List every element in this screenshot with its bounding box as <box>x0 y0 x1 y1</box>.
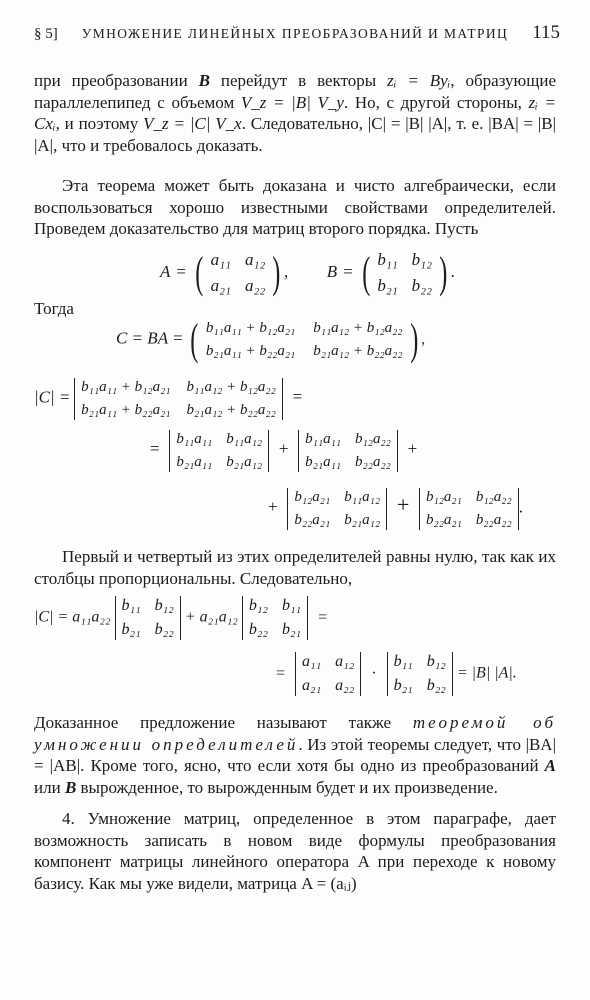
running-title: УМНОЖЕНИЕ ЛИНЕЙНЫХ ПРЕОБРАЗОВАНИЙ И МАТРИЦ <box>81 26 509 41</box>
det-cell: b₁₂ <box>426 653 446 670</box>
equals: = <box>343 261 353 281</box>
det-cell: b₂₁a₁₁ <box>305 454 342 470</box>
page-number: 115 <box>532 22 560 43</box>
matA-cell: a₁₂ <box>244 250 266 269</box>
paragraph-1 <box>34 70 556 156</box>
p1-eq2: zᵢ = Cxᵢ <box>34 92 556 134</box>
matrix-B: ( b₁₁ b₁₂ b₂₁ b₂₂ ) <box>361 248 448 297</box>
detC-lhs: |C| = <box>34 387 71 407</box>
det-cell: b₂₁ <box>393 677 413 694</box>
matrix-C: ( b₁₁a₁₁ + b₁₂a₂₁ b₁₁a₁₂ + b₁₂a₂₂ b₂₁a₁₁ + b₂₂a₂₁ b₂₁a₁₂ + b₂₂a₂₂ ) <box>190 315 418 364</box>
p1-text-f: . Следовательно, |C| = |B| |A|, т. е. |BA| = |B| |A|, что и требовалось доказать. <box>34 114 556 155</box>
p1-text-d: . Но, с другой стороны, <box>343 92 529 112</box>
p1-text-b: перейдут в векторы <box>209 71 388 90</box>
p4-text-b: . Из этой теоремы следует, что |BA| = |AB|. Кроме того, ясно, что если хотя бы одно из преобразований <box>34 734 556 776</box>
det-C <box>74 378 283 420</box>
det-term-1 <box>169 430 269 472</box>
matrix-A: ( a₁₁ a₁₂ a₂₁ a₂₂ ) <box>195 248 281 297</box>
det-a <box>295 652 361 696</box>
detC-eq: |C| = b₁₁a₁₁ + b₁₂a₂₁ b₁₁a₁₂ + b₁₂a₂₂ b₂₁a₁₁ + b₂₂a₂₁ b₂₁a₁₂ + b₂₂a₂₂ = <box>34 379 303 418</box>
theorem-name: теоремой об умножении определителей <box>34 713 556 754</box>
paragraph-2: Эта теорема может быть доказана и чисто алгебраически, если воспользоваться хорошо известными свойствами определителей. Проведем доказательство для матриц второго порядка. Пусть <box>34 176 556 239</box>
matrix-definitions: A = ( a₁₁ a₁₂ a₂₁ a₂₂ ) , B = ( b₁₁ b₁₂ b₂₁ b₂₂ ) . <box>160 248 455 297</box>
p1-text-c: , образующие параллелепипед с объемом <box>34 71 556 112</box>
detC-cell: b₂₁a₁₂ + b₂₂a₂₂ <box>186 402 276 418</box>
paragraph-5: 4. Умножение матриц, определенное в этом параграфе, дает возможность записать в новом виде формулы преобразования компонент матрицы линейного оператора A при переходе к новому базису. Как мы уже видели, матрица A = (aᵢⱼ) <box>34 809 556 893</box>
det-term-3 <box>287 488 387 530</box>
det-cell: b₁₂a₂₁ <box>294 489 331 505</box>
p4-B: B <box>64 777 77 797</box>
det-cell: a₁₁ <box>302 653 322 670</box>
detC-cell: b₁₁a₁₁ + b₁₂a₂₁ <box>81 379 171 395</box>
det-cell: b₁₂a₂₂ <box>355 431 391 447</box>
det-cell: b₂₁a₁₁ <box>176 454 213 470</box>
det-cell: b₁₂ <box>248 597 268 614</box>
det-cell: b₂₂a₂₁ <box>425 512 462 528</box>
matB-cell: b₂₂ <box>411 276 432 295</box>
p1-B: B <box>198 71 210 90</box>
p1-text-a: при преобразовании <box>34 71 199 90</box>
det-cell: b₂₁ <box>281 621 302 638</box>
det-cell: b₂₂ <box>248 621 268 638</box>
matA-cell: a₂₂ <box>244 276 266 295</box>
det-cell: b₁₁ <box>393 653 413 670</box>
det-cell: b₁₁a₁₂ <box>344 489 381 505</box>
detC3-eq: = a₁₁ a₁₂ a₂₁ a₂₂ · b₁₁ b₁₂ b₂₁ b₂₂ = |B| |A|. <box>276 653 517 694</box>
equals: = <box>176 261 186 281</box>
page-header <box>34 22 560 46</box>
det-cell: a₂₁ <box>302 677 322 694</box>
det-cell: b₂₁ <box>121 621 141 638</box>
matB-cell: b₁₂ <box>411 250 432 269</box>
det-cell: b₁₁ <box>281 597 302 614</box>
detC3-rhs: = |B| |A|. <box>456 664 517 682</box>
matC-lhs: C = BA = <box>116 328 184 348</box>
matC-cell: b₁₁a₁₁ + b₁₂a₂₁ <box>205 320 296 336</box>
det-term-2 <box>298 430 398 472</box>
det-cell: b₂₂ <box>426 677 446 694</box>
det-cell: b₁₁ <box>121 597 141 614</box>
p1-vz2: V_z = |C| V_x <box>143 114 242 134</box>
detC2-lhs: |C| = a₁₁a₂₂ <box>34 608 111 626</box>
det-cell: b₁₂a₂₁ <box>425 489 462 505</box>
det-b <box>387 652 453 696</box>
det-cell: b₁₂ <box>154 597 174 614</box>
detC2-mid: + a₂₁a₁₂ <box>184 608 238 626</box>
det-b-2 <box>242 596 308 640</box>
det-term-4 <box>419 488 519 530</box>
det-cell: b₂₂a₂₂ <box>355 454 391 470</box>
detC-cell: b₁₁a₁₂ + b₁₂a₂₂ <box>186 379 276 395</box>
det-cell: b₂₂a₂₂ <box>475 512 512 528</box>
p1-vz1: V_z = |B| V_y <box>240 92 344 112</box>
det-cell: b₂₁a₁₂ <box>344 512 381 528</box>
expansion-line-2: + b₁₂a₂₁ b₁₁a₁₂ b₂₂a₂₁ b₂₁a₁₂ + b₁₂a₂₁ b₁₂a₂₂ b₂₂a₂₁ b₂₂a₂₂ . <box>268 489 523 528</box>
det-cell: b₁₁a₁₁ <box>176 431 213 447</box>
det-b-1 <box>115 596 181 640</box>
detC2-eq: |C| = a₁₁a₂₂ b₁₁ b₁₂ b₂₁ b₂₂ + a₂₁a₁₂ b₁₂ b₁₁ b₂₂ b₂₁ = <box>34 597 328 638</box>
det-cell: a₂₂ <box>335 677 355 694</box>
matC-cell: b₂₁a₁₁ + b₂₂a₂₁ <box>205 343 296 359</box>
p1-text-e: , и поэтому <box>55 114 144 134</box>
then-word: Тогда <box>34 299 74 318</box>
detC-cell: b₂₁a₁₁ + b₂₂a₂₁ <box>81 402 171 418</box>
det-cell: b₁₁a₁₁ <box>305 431 342 447</box>
det-cell: b₂₂a₂₁ <box>294 512 331 528</box>
p4-A: A <box>544 756 556 776</box>
expansion-line-1: = b₁₁a₁₁ b₁₁a₁₂ b₂₁a₁₁ b₂₁a₁₂ + b₁₁a₁₁ b₁₂a₂₂ b₂₁a₁₁ b₂₂a₂₂ + <box>150 431 418 470</box>
det-cell: b₁₁a₁₂ <box>226 431 263 447</box>
matC-cell: b₁₁a₁₂ + b₁₂a₂₂ <box>313 320 403 336</box>
matB-name: B <box>326 261 338 281</box>
matB-cell: b₁₁ <box>377 250 398 269</box>
matC-cell: b₂₁a₁₂ + b₂₂a₂₂ <box>313 343 403 359</box>
paragraph-4 <box>34 712 556 798</box>
det-cell: a₁₂ <box>335 653 355 670</box>
p4-text-c: или <box>34 777 65 797</box>
det-cell: b₂₂ <box>154 621 174 638</box>
matA-cell: a₂₁ <box>210 276 231 295</box>
p4-text-a: Доказанное предложение называют также <box>34 713 413 732</box>
p4-text-d: вырожденное, то вырожденным будет и их произведение. <box>76 777 498 797</box>
matA-name: A <box>160 261 171 281</box>
p1-eq1: zᵢ = Byᵢ <box>387 71 451 90</box>
det-cell: b₂₁a₁₂ <box>226 454 263 470</box>
paragraph-3: Первый и четвертый из этих определителей равны нулю, так как их столбцы пропорциональны. Следовательно, <box>34 547 556 588</box>
matA-cell: a₁₁ <box>210 250 231 269</box>
det-cell: b₁₂a₂₂ <box>475 489 512 505</box>
section-number: § 5] <box>34 26 58 42</box>
matrix-C-eq: C = BA = ( b₁₁a₁₁ + b₁₂a₂₁ b₁₁a₁₂ + b₁₂a₂₂ b₂₁a₁₁ + b₂₂a₂₁ b₂₁a₁₂ + b₂₂a₂₂ ) , <box>116 315 425 364</box>
matB-cell: b₂₁ <box>377 276 398 295</box>
